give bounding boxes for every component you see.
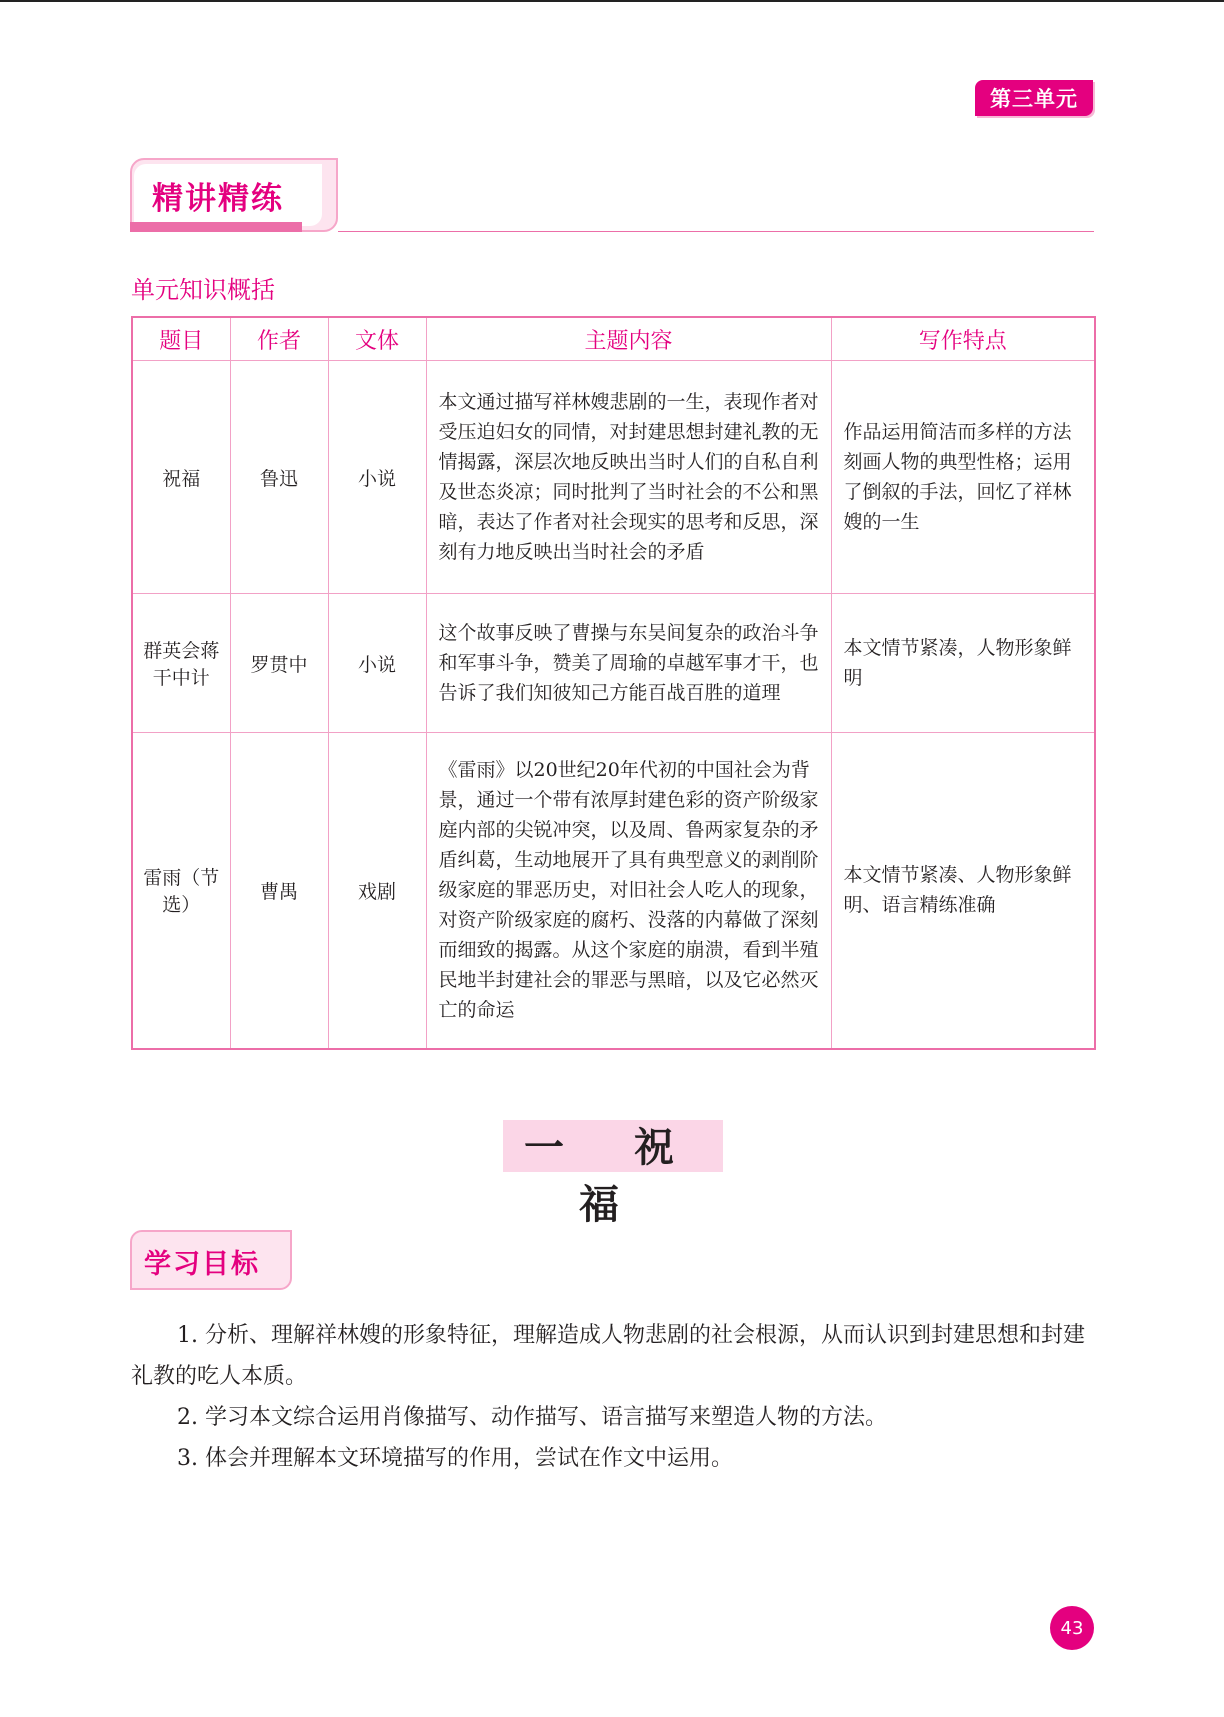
section-banner-bar bbox=[130, 222, 302, 232]
learning-goals-list bbox=[131, 1315, 1094, 1479]
goal-item: 2. 学习本文综合运用肖像描写、动作描写、语言描写来塑造人物的方法。 bbox=[177, 1405, 887, 1430]
cell-genre: 戏剧 bbox=[328, 733, 426, 1049]
top-rule bbox=[0, 0, 1224, 2]
column-header-title: 题目 bbox=[132, 317, 230, 361]
section-banner-rule bbox=[338, 231, 1094, 232]
table-row bbox=[132, 594, 1095, 733]
column-header-features: 写作特点 bbox=[831, 317, 1095, 361]
unit-summary-heading: 单元知识概括 bbox=[131, 276, 275, 304]
cell-features: 本文情节紧凑、人物形象鲜明、语言精练准确 bbox=[831, 733, 1095, 1049]
table-row bbox=[132, 733, 1095, 1049]
goal-item: 1. 分析、理解祥林嫂的形象特征，理解造成人物悲剧的社会根源，从而认识到封建思想和封建礼教的吃人本质。 bbox=[131, 1323, 1085, 1389]
lesson-title: 一 祝福 bbox=[524, 1124, 702, 1228]
cell-theme: 《雷雨》以20世纪20年代初的中国社会为背景，通过一个带有浓厚封建色彩的资产阶级家庭内部的尖锐冲突，以及周、鲁两家复杂的矛盾纠葛，生动地展开了具有典型意义的剥削阶级家庭的罪恶历史，对旧社会人吃人的现象，对资产阶级家庭的腐朽、没落的内幕做了深刻而细致的揭露。从这个家庭的崩溃，看到半殖民地半封建社会的罪恶与黑暗，以及它必然灭亡的命运 bbox=[426, 733, 831, 1049]
cell-theme: 本文通过描写祥林嫂悲剧的一生，表现作者对受压迫妇女的同情，对封建思想封建礼教的无情揭露，深层次地反映出当时人们的自私自利及世态炎凉；同时批判了当时社会的不公和黑暗，表达了作者对社会现实的思考和反思，深刻有力地反映出当时社会的矛盾 bbox=[426, 361, 831, 594]
cell-title: 雷雨（节选） bbox=[132, 733, 230, 1049]
cell-theme: 这个故事反映了曹操与东吴间复杂的政治斗争和军事斗争，赞美了周瑜的卓越军事才干，也告诉了我们知彼知己方能百战百胜的道理 bbox=[426, 594, 831, 733]
column-header-author: 作者 bbox=[230, 317, 328, 361]
cell-author: 罗贯中 bbox=[230, 594, 328, 733]
cell-features: 本文情节紧凑，人物形象鲜明 bbox=[831, 594, 1095, 733]
cell-genre: 小说 bbox=[328, 594, 426, 733]
cell-features: 作品运用简洁而多样的方法刻画人物的典型性格；运用了倒叙的手法，回忆了祥林嫂的一生 bbox=[831, 361, 1095, 594]
page-number-badge: 43 bbox=[1050, 1606, 1094, 1650]
column-header-genre: 文体 bbox=[328, 317, 426, 361]
cell-author: 鲁迅 bbox=[230, 361, 328, 594]
goal-item: 3. 体会并理解本文环境描写的作用，尝试在作文中运用。 bbox=[177, 1446, 733, 1471]
table-row bbox=[132, 361, 1095, 594]
table-header-row bbox=[132, 317, 1095, 361]
cell-author: 曹禺 bbox=[230, 733, 328, 1049]
cell-genre: 小说 bbox=[328, 361, 426, 594]
cell-title: 祝福 bbox=[132, 361, 230, 594]
unit-summary-table bbox=[131, 316, 1096, 1050]
unit-tab: 第三单元 bbox=[975, 80, 1093, 116]
section-banner-title: 精讲精练 bbox=[152, 181, 284, 217]
learning-goals-heading: 学习目标 bbox=[144, 1249, 260, 1280]
cell-title: 群英会蒋干中计 bbox=[132, 594, 230, 733]
column-header-theme: 主题内容 bbox=[426, 317, 831, 361]
